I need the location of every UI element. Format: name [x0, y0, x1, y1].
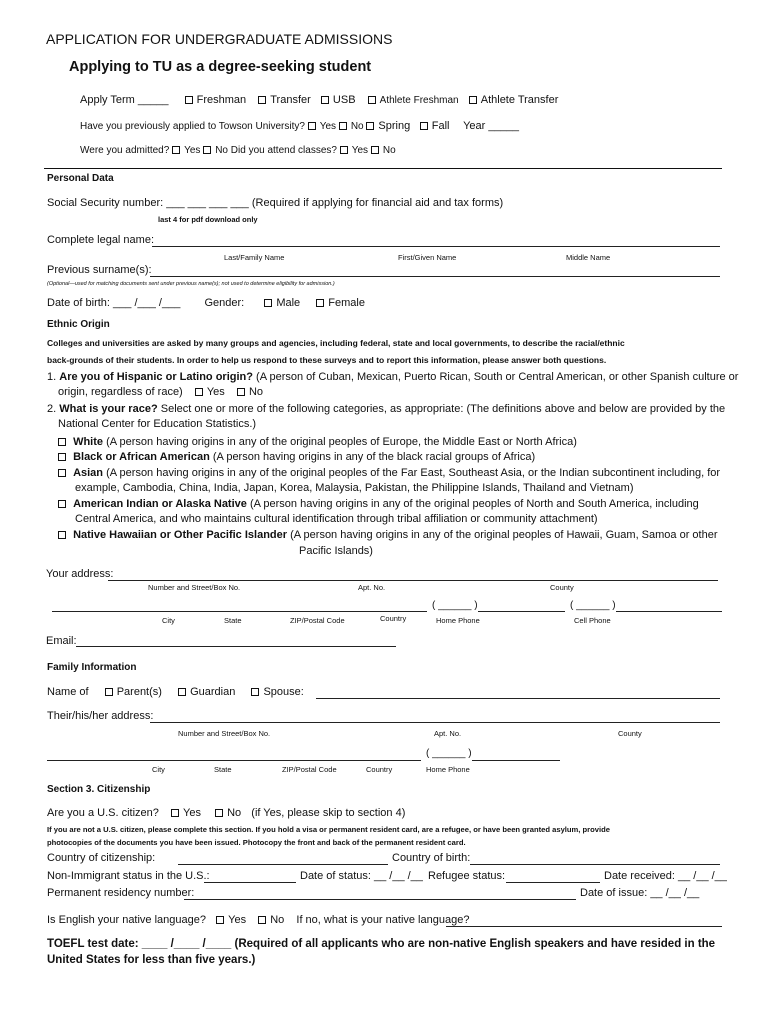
citizenship-note-line1: If you are not a U.S. citizen, please complete this section. If you hold a visa or permanent resident card, are a refugee, or have been granted asylum, provide — [47, 825, 610, 834]
date-of-status-field[interactable]: Date of status: __ /__ /__ — [300, 870, 423, 882]
apply-term-label[interactable]: Apply Term _____ — [80, 94, 169, 106]
cell-phone-area[interactable]: ( ______ ) — [570, 600, 616, 611]
admitted-row — [80, 145, 396, 156]
male-label: Male — [276, 297, 301, 309]
yes-label: Yes — [183, 807, 201, 819]
their-address-label: Their/his/her address: — [47, 710, 154, 722]
spring-label: Spring — [378, 120, 411, 132]
hispanic-question — [47, 371, 738, 383]
race-option-asian — [58, 467, 720, 479]
freshman-label: Freshman — [196, 94, 247, 106]
state-caption: State — [214, 765, 232, 774]
yes-label: Yes — [184, 145, 201, 156]
q1-bold: Are you of Hispanic or Latino origin? — [59, 371, 253, 383]
country-citizenship-input[interactable] — [178, 864, 388, 865]
black-checkbox[interactable] — [58, 453, 66, 461]
yes-label: Yes — [319, 121, 337, 132]
race-name: Asian — [73, 467, 104, 479]
cell-phone-caption: Cell Phone — [574, 616, 611, 625]
family-phone-input[interactable] — [472, 760, 560, 761]
us-citizen-yes-checkbox[interactable] — [171, 809, 179, 817]
english-question: Is English your native language? — [47, 914, 206, 926]
legal-name-input[interactable] — [152, 246, 720, 247]
county-caption: County — [618, 729, 642, 738]
middle-name-caption: Middle Name — [566, 253, 611, 262]
email-label: Email: — [46, 635, 77, 647]
us-citizen-no-checkbox[interactable] — [215, 809, 223, 817]
date-received-field[interactable]: Date received: __ /__ /__ — [604, 870, 727, 882]
street-caption: Number and Street/Box No. — [148, 583, 241, 592]
usb-checkbox[interactable] — [321, 96, 329, 104]
no-label: No — [350, 121, 364, 132]
city-caption: City — [152, 765, 165, 774]
race-desc: (A person having origins in any of the original peoples of Hawaii, Guam, Samoa or other — [290, 529, 718, 541]
non-immigrant-input[interactable] — [204, 882, 296, 883]
family-info-heading: Family Information — [47, 662, 137, 673]
country-caption: Country — [380, 614, 407, 623]
transfer-checkbox[interactable] — [258, 96, 266, 104]
section-divider — [44, 168, 722, 169]
address-line1-input[interactable] — [108, 580, 718, 581]
spouse-checkbox[interactable] — [251, 688, 259, 696]
spring-checkbox[interactable] — [366, 122, 374, 130]
english-row — [47, 914, 469, 926]
page-subtitle: Applying to TU as a degree-seeking student — [69, 59, 372, 75]
home-phone-caption: Home Phone — [436, 616, 480, 625]
date-of-issue-field[interactable]: Date of issue: __ /__ /__ — [580, 887, 700, 899]
country-caption: Country — [366, 765, 393, 774]
q2-text: Select one or more of the following categories, as appropriate: (The definitions above and below are provided by the — [160, 403, 726, 415]
parent-checkbox[interactable] — [105, 688, 113, 696]
q1-text: (A person of Cuban, Mexican, Puerto Rican, South or Central American, or other Spanish culture or — [256, 371, 739, 383]
no-label: No — [270, 914, 285, 926]
race-option-white — [58, 436, 577, 448]
transfer-label: Transfer — [270, 94, 311, 106]
zip-caption: ZIP/Postal Code — [290, 616, 345, 625]
female-checkbox[interactable] — [316, 299, 324, 307]
attend-yes-checkbox[interactable] — [340, 146, 348, 154]
fall-label: Fall — [431, 120, 450, 132]
non-immigrant-label: Non-Immigrant status in the U.S.: — [47, 870, 210, 882]
name-of-label: Name of — [47, 686, 89, 698]
race-option-american-indian — [58, 498, 699, 510]
english-yes-checkbox[interactable] — [216, 916, 224, 924]
race-question-cont: National Center for Education Statistics.) — [58, 418, 257, 430]
gender-label: Gender: — [204, 297, 245, 309]
address-line2-input[interactable] — [52, 611, 427, 612]
athlete-transfer-label: Athlete Transfer — [480, 94, 559, 106]
q2-number: 2. — [47, 403, 57, 415]
apply-term-row — [80, 94, 558, 106]
ethnic-intro-line1: Colleges and universities are asked by many groups and agencies, including federal, state and local governments, to describe the racial/ethnic — [47, 338, 625, 348]
yes-label: Yes — [206, 386, 225, 398]
admitted-no-checkbox[interactable] — [203, 146, 211, 154]
county-caption: County — [550, 583, 574, 592]
prev-applied-no-checkbox[interactable] — [339, 122, 347, 130]
attend-question: Did you attend classes? — [230, 145, 337, 156]
prev-applied-yes-checkbox[interactable] — [308, 122, 316, 130]
admitted-question: Were you admitted? — [80, 145, 170, 156]
apt-caption: Apt. No. — [358, 583, 386, 592]
toefl-line2: United States for less than five years.) — [47, 954, 256, 966]
hawaiian-checkbox[interactable] — [58, 531, 66, 539]
ethnic-origin-heading: Ethnic Origin — [47, 319, 110, 330]
personal-data-heading: Personal Data — [47, 173, 114, 184]
guardian-label: Guardian — [190, 686, 236, 698]
guardian-checkbox[interactable] — [178, 688, 186, 696]
ethnic-intro-line2: back-grounds of their students. In order to help us respond to these surveys and to report this information, please answer both questions. — [47, 355, 607, 365]
female-label: Female — [328, 297, 365, 309]
athlete-freshman-label: Athlete Freshman — [379, 95, 459, 106]
apt-caption: Apt. No. — [434, 729, 462, 738]
family-name-row — [47, 686, 304, 698]
email-input[interactable] — [76, 646, 396, 647]
perm-residency-label: Permanent residency number: — [47, 887, 195, 899]
athlete-transfer-checkbox[interactable] — [469, 96, 477, 104]
usb-label: USB — [332, 94, 356, 106]
q2-bold: What is your race? — [59, 403, 158, 415]
refugee-status-input[interactable] — [506, 882, 600, 883]
yes-label: Yes — [228, 914, 247, 926]
race-desc: (A person having origins in any of the original peoples of North and South America, including — [249, 498, 699, 510]
hispanic-options — [58, 386, 263, 398]
previous-surname-input[interactable] — [150, 276, 720, 277]
dob-field[interactable]: Date of birth: ___ /___ /___ — [47, 297, 181, 309]
refugee-status-label: Refugee status: — [428, 870, 506, 882]
us-citizen-row — [47, 807, 405, 819]
hawaiian-desc-cont: Pacific Islands) — [299, 545, 373, 557]
attend-no-checkbox[interactable] — [371, 146, 379, 154]
asian-checkbox[interactable] — [58, 469, 66, 477]
english-no-checkbox[interactable] — [258, 916, 266, 924]
toefl-line1[interactable]: TOEFL test date: ____ /____ /____ (Required of all applicants who are non-native English speakers and have resided in the — [47, 938, 716, 950]
ssn-note: last 4 for pdf download only — [158, 215, 258, 224]
american-indian-checkbox[interactable] — [58, 500, 66, 508]
skip-note: (if Yes, please skip to section 4) — [251, 807, 406, 819]
hispanic-yes-checkbox[interactable] — [195, 388, 203, 396]
legal-name-label: Complete legal name: — [47, 234, 155, 246]
race-option-black — [58, 451, 535, 463]
family-name-input[interactable] — [316, 698, 720, 699]
q1-text-cont: origin, regardless of race) — [58, 386, 183, 398]
country-birth-label: Country of birth: — [392, 852, 471, 864]
dob-row — [47, 297, 365, 309]
ssn-field[interactable]: Social Security number: ___ ___ ___ ___ (Required if applying for financial aid and tax forms) — [47, 197, 504, 209]
race-name: Black or African American — [73, 451, 210, 463]
perm-residency-input[interactable] — [184, 899, 576, 900]
optional-note: (Optional—used for matching documents sent under previous name(s); not used to determine eligibility for admission.) — [47, 281, 335, 287]
page-title: APPLICATION FOR UNDERGRADUATE ADMISSIONS — [46, 31, 393, 47]
yes-label: Yes — [351, 145, 369, 156]
family-phone-area[interactable]: ( ______ ) — [426, 748, 472, 759]
race-desc: (A person having origins in any of the original peoples of Europe, the Middle East or North Africa) — [106, 436, 577, 448]
race-option-hawaiian — [58, 529, 718, 541]
native-language-input[interactable] — [446, 926, 722, 927]
home-phone-caption: Home Phone — [426, 765, 470, 774]
hispanic-no-checkbox[interactable] — [237, 388, 245, 396]
no-label: No — [227, 807, 242, 819]
previous-surname-label: Previous surname(s): — [47, 264, 152, 276]
last-name-caption: Last/Family Name — [224, 253, 285, 262]
city-caption: City — [162, 616, 175, 625]
no-label: No — [382, 145, 396, 156]
no-label: No — [215, 145, 228, 156]
race-name: American Indian or Alaska Native — [73, 498, 247, 510]
country-birth-input[interactable] — [470, 864, 720, 865]
home-phone-input[interactable] — [478, 611, 565, 612]
freshman-checkbox[interactable] — [185, 96, 193, 104]
previously-applied-row — [80, 120, 519, 132]
zip-caption: ZIP/Postal Code — [282, 765, 337, 774]
native-language-label: If no, what is your native language? — [296, 914, 470, 926]
first-name-caption: First/Given Name — [398, 253, 457, 262]
previously-applied-question: Have you previously applied to Towson University? — [80, 121, 305, 132]
cell-phone-input[interactable] — [616, 611, 722, 612]
year-field[interactable]: Year _____ — [463, 120, 519, 132]
no-label: No — [248, 386, 263, 398]
citizenship-heading: Section 3. Citizenship — [47, 784, 151, 795]
asian-desc-cont: example, Cambodia, China, India, Japan, Korea, Malaysia, Pakistan, the Philippine Islands, Thailand and Vietnam) — [75, 482, 634, 494]
parent-label: Parent(s) — [116, 686, 162, 698]
fall-checkbox[interactable] — [420, 122, 428, 130]
home-phone-area[interactable]: ( ______ ) — [432, 600, 478, 611]
citizenship-note-line2: photocopies of the documents you have been issued. Photocopy the front and back of the permanent resident card. — [47, 838, 466, 847]
their-address-input[interactable] — [150, 722, 720, 723]
country-citizenship-label: Country of citizenship: — [47, 852, 156, 864]
race-desc: (A person having origins in any of the black racial groups of Africa) — [212, 451, 536, 463]
american-indian-desc-cont: Central America, and who maintains cultural identification through tribal affiliation or community attachment) — [75, 513, 598, 525]
admitted-yes-checkbox[interactable] — [172, 146, 180, 154]
spouse-label: Spouse: — [263, 686, 304, 698]
race-question — [47, 403, 725, 415]
white-checkbox[interactable] — [58, 438, 66, 446]
race-name: White — [73, 436, 104, 448]
address-label: Your address: — [46, 568, 114, 580]
q1-number: 1. — [47, 371, 57, 383]
us-citizen-question: Are you a U.S. citizen? — [47, 807, 159, 819]
race-name: Native Hawaiian or Other Pacific Islander — [73, 529, 288, 541]
their-address-line2-input[interactable] — [47, 760, 421, 761]
state-caption: State — [224, 616, 242, 625]
male-checkbox[interactable] — [264, 299, 272, 307]
street-caption: Number and Street/Box No. — [178, 729, 271, 738]
race-desc: (A person having origins in any of the original peoples of the Far East, Southeast Asia, or the Indian subcontinent including, for — [106, 467, 721, 479]
athlete-freshman-checkbox[interactable] — [368, 96, 376, 104]
